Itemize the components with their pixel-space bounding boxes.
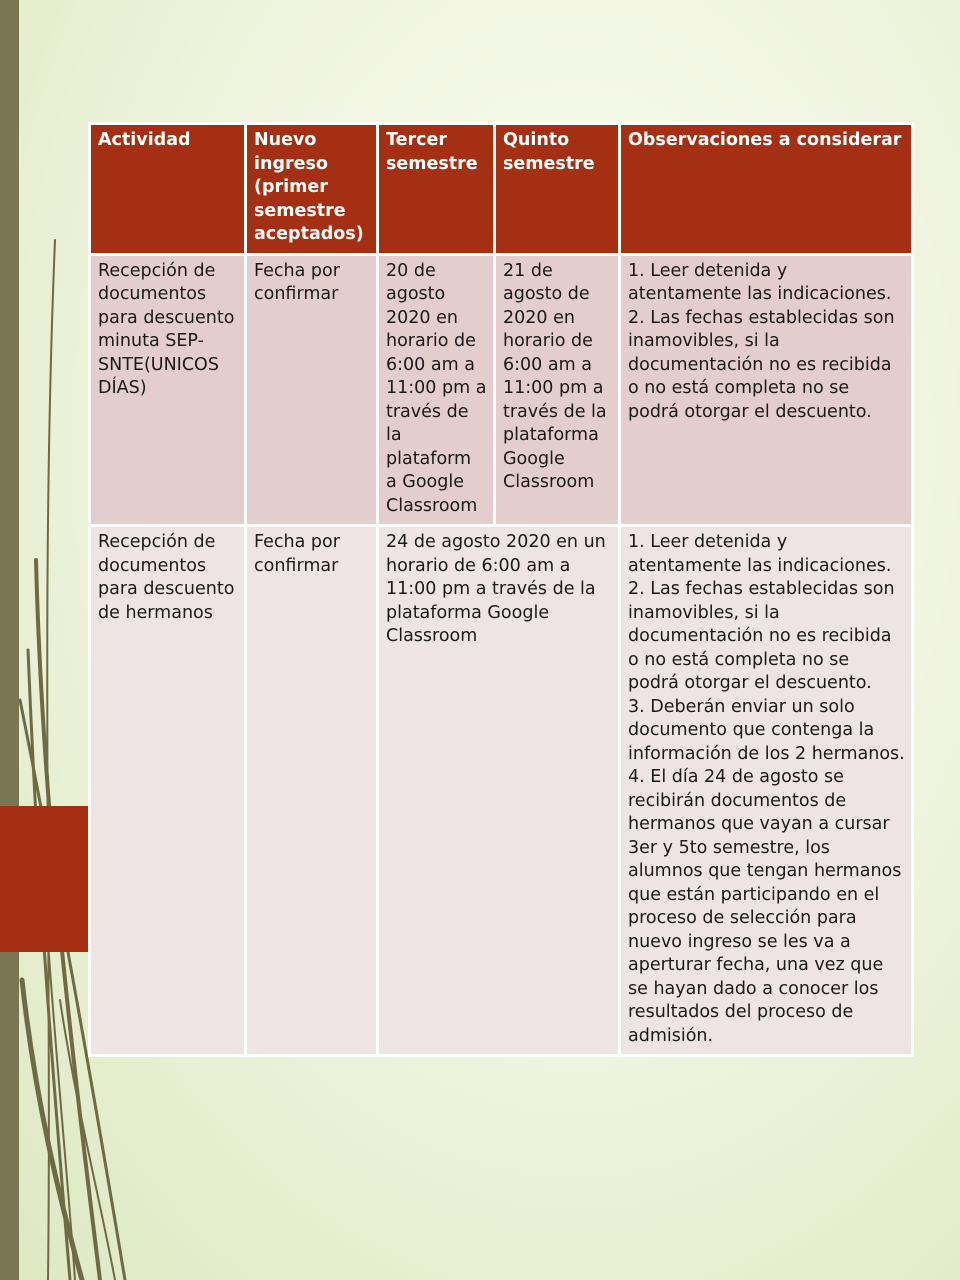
cell-nuevo-ingreso: Fecha por confirmar	[246, 526, 378, 1056]
header-row	[90, 124, 913, 255]
cell-observaciones: 1. Leer detenida y atentamente las indicaciones. 2. Las fechas establecidas son inamovibles, si la documentación no es recibida o no está completa no se podrá otorgar el descuento. 3. Deberán enviar un solo documento que contenga la información de los 2 hermanos. 4. El día 24 de agosto se recibirán documentos de hermanos que vayan a cursar 3er y 5to semestre, los alumnos que tengan hermanos que están participando en el proceso de selección para nuevo ingreso se les va a aperturar fecha, una vez que se hayan dado a conocer los resultados del proceso de admisión.	[620, 526, 913, 1056]
header-actividad: Actividad	[90, 124, 246, 255]
schedule-table	[88, 122, 914, 1057]
cell-tercer-quinto-semestre: 24 de agosto 2020 en un horario de 6:00 am a 11:00 pm a través de la plataforma Google Classroom	[378, 526, 620, 1056]
header-nuevo-ingreso: Nuevo ingreso (primer semestre aceptados)	[246, 124, 378, 255]
cell-actividad: Recepción de documentos para descuento minuta SEP-SNTE(UNICOS DÍAS)	[90, 254, 246, 526]
cell-actividad: Recepción de documentos para descuento de hermanos	[90, 526, 246, 1056]
table-row	[90, 526, 913, 1056]
table-row	[90, 254, 913, 526]
header-tercer-semestre: Tercer semestre	[378, 124, 495, 255]
header-observaciones: Observaciones a considerar	[620, 124, 913, 255]
header-quinto-semestre: Quinto semestre	[495, 124, 620, 255]
cell-quinto-semestre: 21 de agosto de 2020 en horario de 6:00 am a 11:00 pm a través de la plataforma Google Classroom	[495, 254, 620, 526]
cell-tercer-semestre: 20 de agosto 2020 en horario de 6:00 am a 11:00 pm a través de la plataform a Google Classroom	[378, 254, 495, 526]
cell-nuevo-ingreso: Fecha por confirmar	[246, 254, 378, 526]
accent-block	[0, 806, 88, 952]
cell-observaciones: 1. Leer detenida y atentamente las indicaciones. 2. Las fechas establecidas son inamovibles, si la documentación no es recibida o no está completa no se podrá otorgar el descuento.	[620, 254, 913, 526]
